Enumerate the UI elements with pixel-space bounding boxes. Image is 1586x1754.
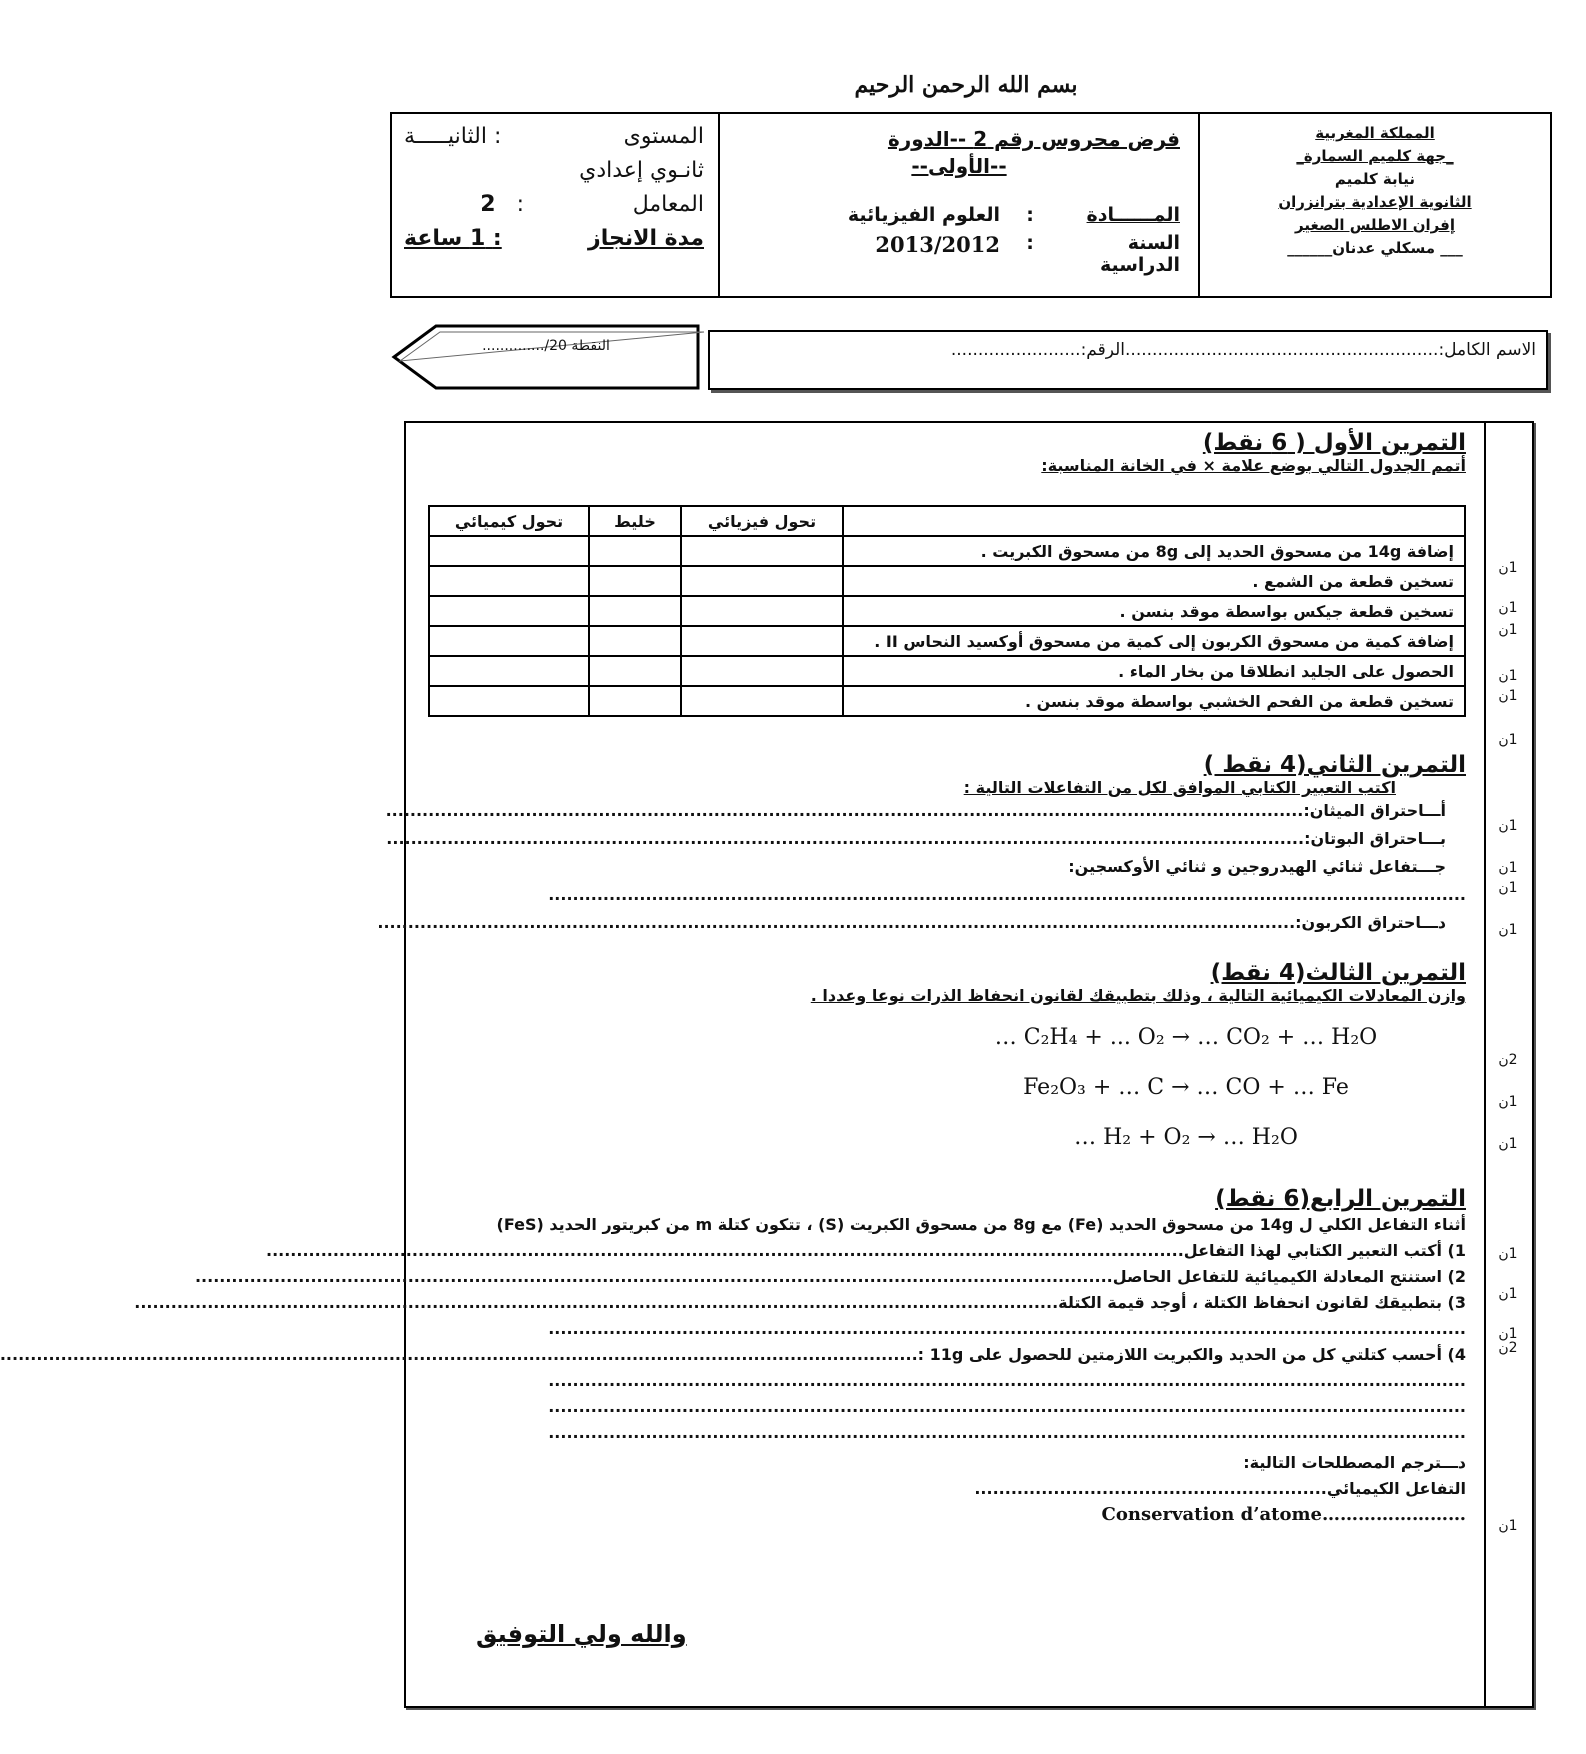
grade-mark: 1ن xyxy=(1498,622,1518,638)
term-2: Conservation d’atome xyxy=(1101,1504,1322,1525)
subject-value: العلوم الفيزيائية xyxy=(847,204,1000,226)
row-label: تسخين قطعة جيكس بواسطة موقد بنسن . xyxy=(843,596,1465,626)
answer-cell[interactable] xyxy=(589,536,681,566)
answer-cell[interactable] xyxy=(589,656,681,686)
answer-line[interactable]: ....................................................................................................................................................... xyxy=(265,1241,1184,1260)
exercise-2-instruction: اكتب التعبير الكتابي الموافق لكل من التفاعلات التالية : xyxy=(963,778,1396,797)
score-badge xyxy=(386,322,706,392)
reaction-label: أـــاحتراق الميثان: xyxy=(1303,801,1446,820)
answer-line[interactable]: ....................................................................................................................................................... xyxy=(548,1319,1466,1338)
table-header-row xyxy=(429,506,1465,536)
answer-line[interactable]: ....................................................................................................................................................... xyxy=(386,829,1305,848)
equation-1[interactable]: … C₂H₄ + ... O₂ → … CO₂ + … H₂O xyxy=(994,1025,1378,1050)
admin-line: الثانوية الإعدادية بترانزران xyxy=(1278,193,1472,211)
closing-phrase: والله ولي التوفيق xyxy=(476,1620,687,1648)
question-3: 3) بتطبيقك لقانون انحفاظ الكتلة ، أوجد قيمة الكتلة. xyxy=(1052,1293,1466,1312)
answer-cell[interactable] xyxy=(429,626,589,656)
exercise-3 xyxy=(416,960,1466,1163)
row-label: إضافة كمية من مسحوق الكربون إلى كمية من مسحوق أوكسيد النحاس II . xyxy=(843,626,1465,656)
answer-line[interactable]: ....................................................................................................................................................... xyxy=(0,1345,918,1364)
answer-cell[interactable] xyxy=(429,656,589,686)
admin-line: ___ مسكلي عدنان______ xyxy=(1287,239,1463,257)
answer-cell[interactable] xyxy=(681,656,843,686)
coef-value: 2 xyxy=(480,192,496,217)
answer-cell[interactable] xyxy=(681,686,843,716)
grade-mark: 1ن xyxy=(1498,688,1518,704)
exercise-1 xyxy=(416,430,1466,717)
grade-mark: 2ن xyxy=(1498,1052,1518,1068)
colon: : xyxy=(1026,204,1034,226)
exam-title: فرض محروس رقم 2 --الدورة xyxy=(887,127,1180,151)
year-value: 2013/2012 xyxy=(875,232,1000,257)
reaction-label: جـــتفاعل ثنائي الهيدروجين و ثنائي الأوكسجين: xyxy=(1068,857,1446,876)
grade-mark: 1ن xyxy=(1498,880,1518,896)
answer-line[interactable]: ....................................................................................................................................................... xyxy=(377,913,1296,932)
level-value-cont: ثانـوي إعدادي xyxy=(579,158,704,183)
exercise-3-instruction: وازن المعادلات الكيميائية التالية ، وذلك بتطبيقك لقانون انحفاظ الذرات نوعا وعددا . xyxy=(810,986,1466,1005)
admin-line: إفران الاطلس الصغير xyxy=(1295,216,1455,234)
grade-mark: 1ن xyxy=(1498,1518,1518,1534)
answer-line[interactable]: .......................................................... xyxy=(974,1479,1327,1498)
equations-block xyxy=(906,1013,1466,1163)
grade-mark: 1ن xyxy=(1498,1286,1518,1302)
exercise-3-title: التمرين الثالث(4 نقط) xyxy=(1210,960,1466,986)
admin-line: المملكة المغربية xyxy=(1315,124,1435,142)
answer-line[interactable]: …………………… xyxy=(1322,1504,1466,1525)
course-info xyxy=(392,114,718,296)
grade-mark: 1ن xyxy=(1498,860,1518,876)
level-label: المستوى xyxy=(623,124,704,149)
name-field[interactable]: .......................................................... xyxy=(1125,340,1439,360)
duration-label: مدة الانجاز xyxy=(588,226,704,251)
grade-mark: 1ن xyxy=(1498,1246,1518,1262)
term-1: التفاعل الكيميائي xyxy=(1326,1479,1466,1498)
grade-mark: 1ن xyxy=(1498,668,1518,684)
level-value: الثانيـــــة xyxy=(404,124,487,149)
grade-mark: 1ن xyxy=(1498,922,1518,938)
score-field[interactable]: النقطة 20/.............. xyxy=(482,338,610,354)
table-header xyxy=(843,506,1465,536)
answer-cell[interactable] xyxy=(589,566,681,596)
exercise-4-intro: أثناء التفاعل الكلي ل 14g من مسحوق الحديد (Fe) مع 8g من مسحوق الكبريت (S) ، تتكون كتلة m من كبريتور الحديد (FeS) xyxy=(496,1215,1466,1234)
number-label: الرقم: xyxy=(1080,340,1126,360)
duration-value: 1 ساعة xyxy=(404,226,486,251)
table-row xyxy=(429,596,1465,626)
exercise-2 xyxy=(377,752,1466,937)
bismillah-calligraphy: بسم الله الرحمن الرحيم xyxy=(854,72,1078,98)
grade-mark: 1ن xyxy=(1498,560,1518,576)
answer-cell[interactable] xyxy=(681,566,843,596)
question-1: 1) أكتب التعبير الكتابي لهذا التفاعل xyxy=(1183,1241,1466,1260)
colon: : xyxy=(492,226,502,251)
answer-cell[interactable] xyxy=(429,566,589,596)
row-label: تسخين قطعة من الشمع . xyxy=(843,566,1465,596)
answer-line[interactable]: ....................................................................................................................................................... xyxy=(385,801,1304,820)
answer-cell[interactable] xyxy=(429,596,589,626)
grade-mark: 2ن xyxy=(1498,1340,1518,1356)
table-row xyxy=(429,626,1465,656)
exercise-4-title: التمرين الرابع(6 نقط) xyxy=(1215,1186,1466,1212)
exercise-2-title: التمرين الثاني(4 نقط ) xyxy=(1203,752,1466,778)
colon: : xyxy=(516,192,524,217)
equation-3[interactable]: … H₂ + O₂ → … H₂O xyxy=(1074,1125,1298,1150)
number-field[interactable]: ........................ xyxy=(950,340,1081,360)
answer-cell[interactable] xyxy=(681,596,843,626)
row-label: الحصول على الجليد انطلاقا من بخار الماء . xyxy=(843,656,1465,686)
row-label: تسخين قطعة من الفحم الخشبي بواسطة موقد بنسن . xyxy=(843,686,1465,716)
student-info-box xyxy=(708,330,1548,390)
answer-cell[interactable] xyxy=(429,686,589,716)
exam-info xyxy=(718,114,1198,296)
year-label: السنة الدراسية xyxy=(1099,232,1180,276)
answer-line[interactable]: ....................................................................................................................................................... xyxy=(134,1293,1053,1312)
question-4: 4) أحسب كتلتي كل من الحديد والكبريت اللازمتين للحصول على 11g : xyxy=(917,1345,1466,1364)
answer-cell[interactable] xyxy=(589,596,681,626)
admin-line: _جهة كلميم السمارة_ xyxy=(1296,147,1454,165)
table-row xyxy=(429,536,1465,566)
grade-mark: 1ن xyxy=(1498,1094,1518,1110)
exercise-4 xyxy=(0,1186,1466,1528)
table-row xyxy=(429,686,1465,716)
reaction-label: بـــاحتراق البوتان: xyxy=(1304,829,1446,848)
grade-mark: 1ن xyxy=(1498,600,1518,616)
answer-cell[interactable] xyxy=(589,626,681,656)
colon: : xyxy=(1026,232,1034,254)
table-header: تحول فيزيائي xyxy=(681,506,843,536)
answer-cell[interactable] xyxy=(589,686,681,716)
row-label: إضافة 14g من مسحوق الحديد إلى 8g من مسحوق الكبريت . xyxy=(843,536,1465,566)
table-row xyxy=(429,566,1465,596)
admin-info xyxy=(1198,114,1550,296)
answer-line[interactable]: ....................................................................................................................................................... xyxy=(548,885,1466,904)
exercise-1-title: التمرين الأول ( 6 نقط) xyxy=(1202,430,1466,456)
answer-line[interactable]: ....................................................................................................................................................... xyxy=(548,1423,1466,1442)
grade-mark: 1ن xyxy=(1498,1326,1518,1342)
reaction-label: دـــاحتراق الكربون: xyxy=(1295,913,1446,932)
coef-label: المعامل xyxy=(632,192,704,217)
table-header: خليط xyxy=(589,506,681,536)
grade-mark: 1ن xyxy=(1498,818,1518,834)
grade-mark: 1ن xyxy=(1498,1136,1518,1152)
equation-2[interactable]: Fe₂O₃ + … C → … CO + … Fe xyxy=(1023,1075,1349,1100)
classification-table xyxy=(428,505,1466,717)
translate-title: دـــترجم المصطلحات التالية: xyxy=(1243,1453,1466,1472)
subject-label: المــــــادة xyxy=(1086,204,1180,226)
exam-session: --الأولى-- xyxy=(911,154,1007,178)
answer-line[interactable]: ....................................................................................................................................................... xyxy=(548,1371,1466,1390)
exercise-1-instruction: أتمم الجدول التالي بوضع علامة × في الخانة المناسبة: xyxy=(1041,456,1466,475)
question-2: 2) استنتج المعادلة الكيميائية للتفاعل الحاصل xyxy=(1112,1267,1466,1286)
answer-cell[interactable] xyxy=(429,536,589,566)
table-header: تحول كيميائي xyxy=(429,506,589,536)
answer-line[interactable]: ....................................................................................................................................................... xyxy=(194,1267,1113,1286)
answer-line[interactable]: ....................................................................................................................................................... xyxy=(548,1397,1466,1416)
colon: : xyxy=(493,124,502,149)
admin-line: نيابة كلميم xyxy=(1334,170,1416,188)
answer-cell[interactable] xyxy=(681,536,843,566)
answer-cell[interactable] xyxy=(681,626,843,656)
exam-header xyxy=(390,112,1552,298)
name-label: الاسم الكامل: xyxy=(1438,340,1536,360)
grade-mark: 1ن xyxy=(1498,732,1518,748)
table-row xyxy=(429,656,1465,686)
